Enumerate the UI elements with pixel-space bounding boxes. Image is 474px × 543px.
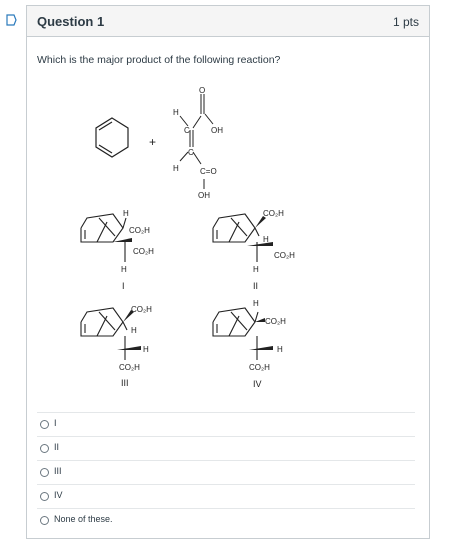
product-1-numeral: I (122, 281, 125, 291)
product-structure-1 (81, 209, 154, 291)
product-4-bottom: CO₂H (249, 363, 270, 372)
reagent-h-top: H (173, 108, 179, 117)
product-3-sub2: H (143, 345, 149, 354)
product-2-sub1: H (263, 235, 269, 244)
question-prompt: Which is the major product of the following reaction? (37, 54, 281, 66)
radio-button[interactable] (40, 444, 49, 453)
answer-option-4[interactable] (37, 484, 415, 508)
radio-button[interactable] (40, 516, 49, 525)
product-4-sub1: CO₂H (265, 317, 286, 326)
answer-list (37, 412, 415, 532)
product-1-sub1: CO₂H (129, 226, 150, 235)
answer-option-1[interactable] (37, 412, 415, 436)
reagent-oh-top: OH (211, 126, 223, 135)
answer-label: None of these. (54, 514, 113, 524)
answer-label: II (54, 442, 60, 452)
product-2-numeral: II (253, 281, 259, 291)
question-card (26, 5, 430, 539)
product-1-bottom: H (121, 265, 127, 274)
answer-label: I (54, 418, 57, 428)
radio-button[interactable] (40, 492, 49, 501)
reaction-figure (27, 6, 429, 406)
product-structure-4 (213, 299, 286, 389)
product-4-sub2: H (277, 345, 283, 354)
product-4-top: H (253, 299, 259, 308)
product-4-numeral: IV (253, 379, 262, 389)
product-2-sub2: CO₂H (274, 251, 295, 260)
bookmark-flag-icon[interactable] (6, 14, 17, 26)
product-2-top: CO₂H (263, 209, 284, 218)
reagent-oh-bottom: OH (198, 191, 210, 200)
reagent-h-bottom: H (173, 164, 179, 173)
radio-button[interactable] (40, 420, 49, 429)
product-2-bottom: H (253, 265, 259, 274)
cyclohexadiene-structure (96, 118, 128, 157)
answer-option-3[interactable] (37, 460, 415, 484)
question-title: Question 1 (37, 14, 105, 29)
plus-sign: + (149, 135, 157, 149)
product-3-top: CO₂H (131, 305, 152, 314)
reagent-c-bottom: C (188, 148, 194, 157)
product-3-numeral: III (121, 378, 129, 388)
product-1-sub2: CO₂H (133, 247, 154, 256)
maleic-acid-structure (173, 86, 223, 200)
reagent-acid-carbon: C=O (200, 167, 217, 176)
reagent-c-top: C (184, 126, 190, 135)
product-3-bottom: CO₂H (119, 363, 140, 372)
answer-option-5[interactable] (37, 508, 415, 532)
product-1-top: H (123, 209, 129, 218)
points-label: 1 pts (392, 15, 419, 29)
product-structure-2 (213, 209, 295, 291)
product-3-sub1: H (131, 326, 137, 335)
radio-button[interactable] (40, 468, 49, 477)
reagent-o-top: O (199, 86, 206, 95)
product-structure-3 (81, 305, 152, 388)
answer-label: III (54, 466, 62, 476)
answer-option-2[interactable] (37, 436, 415, 460)
answer-label: IV (54, 490, 63, 500)
